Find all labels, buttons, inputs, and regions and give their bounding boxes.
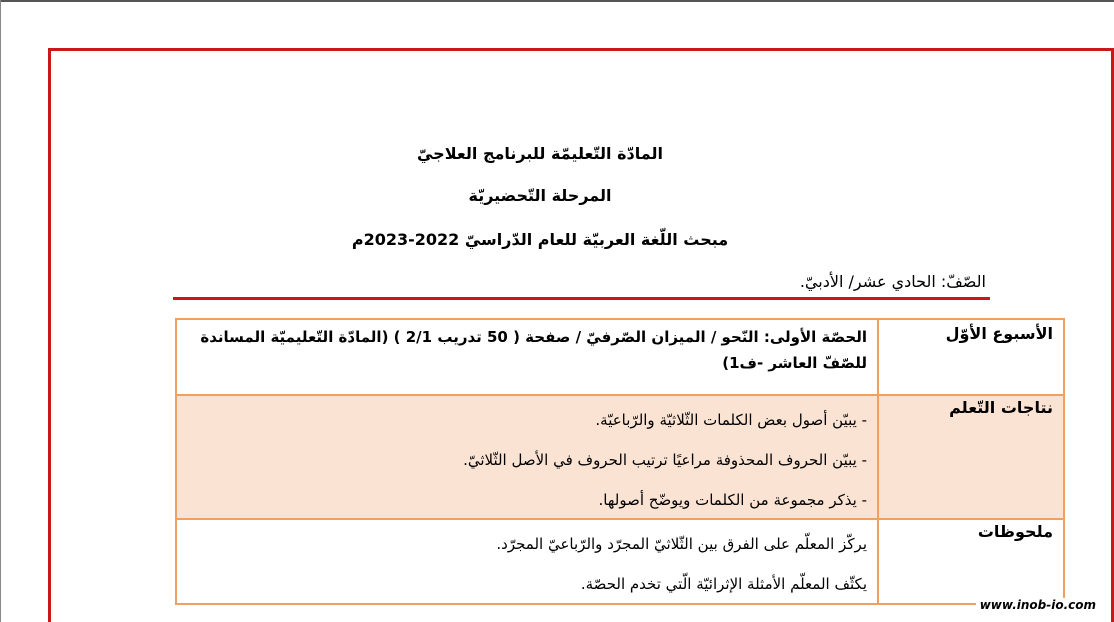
- notes-label: ملحوظات: [877, 520, 1063, 603]
- red-divider: [173, 297, 990, 300]
- note-item: يركّز المعلّم على الفرق بين الثّلاثيّ المجرّد والرّباعيّ المجرّد.: [496, 535, 867, 553]
- lesson-text: الحصّة الأولى: النّحو / الميزان الصّرفيّ / صفحة ( 50 تدريب 2/1 ) (المادّة التّعليميّة المساندة للصّفّ العاشر -ف1): [200, 328, 867, 372]
- outcomes-label: نتاجات التّعلم: [877, 396, 1063, 518]
- subject-title: مبحث اللّغة العربيّة للعام الدّراسيّ 2022-2023م: [351, 230, 729, 249]
- note-item: يكثّف المعلّم الأمثلة الإثرائيّة الّتي تخدم الحصّة.: [580, 575, 867, 593]
- week-label: الأسبوع الأوّل: [877, 320, 1063, 394]
- outcomes-list: [177, 396, 877, 518]
- notes-list: [177, 520, 877, 603]
- outcome-item: - يبيّن أصول بعض الكلمات الثّلاثيّة والرّباعيّة.: [595, 411, 867, 429]
- table-row-week: [177, 320, 1063, 396]
- grade-label: الصّفّ: الحادي عشر/ الأدبيّ.: [799, 272, 986, 291]
- document-title: المادّة التّعليمّة للبرنامج العلاجيّ: [416, 144, 663, 163]
- stage-title: المرحلة التّحضيريّة: [468, 186, 612, 205]
- site-watermark: www.inob-io.com: [976, 598, 1100, 612]
- outcome-item: - يبيّن الحروف المحذوفة مراعيًا ترتيب الحروف في الأصل الثّلاثيّ.: [463, 451, 867, 469]
- top-border-line: [0, 0, 1114, 2]
- table-row-outcomes: [177, 396, 1063, 520]
- outcome-item: - يذكر مجموعة من الكلمات ويوضّح أصولها.: [598, 491, 867, 509]
- left-edge-line: [0, 0, 1, 622]
- table-row-notes: [177, 520, 1063, 603]
- lesson-table: [175, 318, 1065, 605]
- lesson-description: [177, 320, 877, 394]
